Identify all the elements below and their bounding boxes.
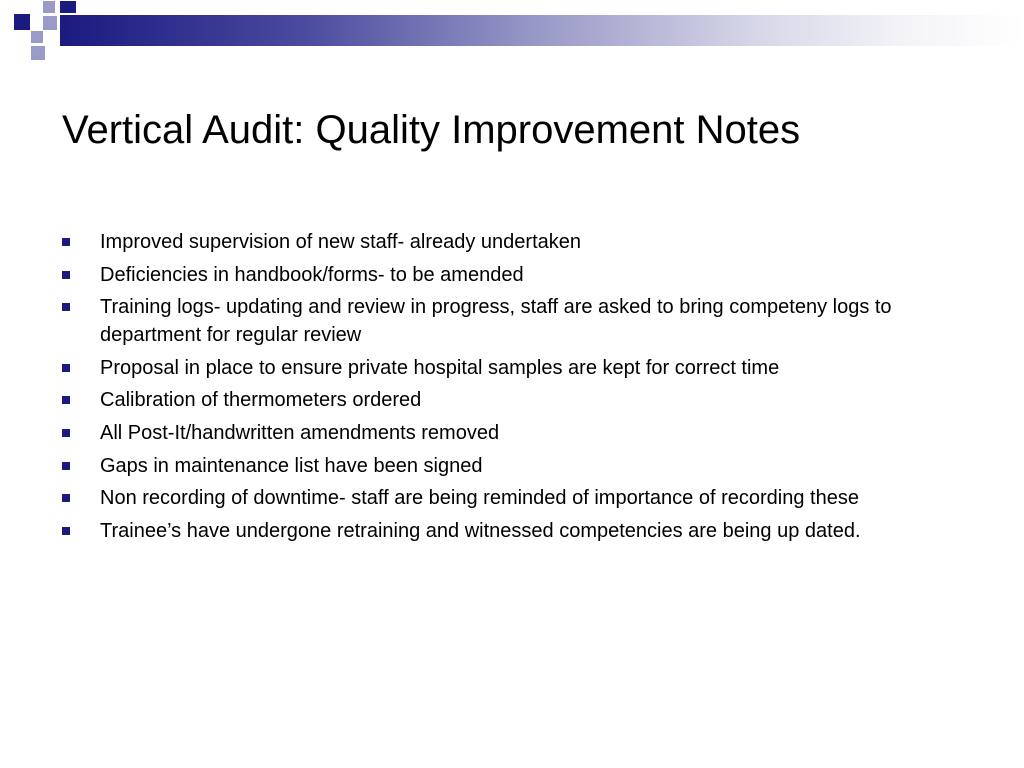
decorative-square <box>43 1 55 13</box>
square-bullet-icon <box>62 494 70 502</box>
decorative-square <box>43 16 57 30</box>
square-bullet-icon <box>62 396 70 404</box>
bullet-item <box>62 484 942 512</box>
bullet-item <box>62 419 942 447</box>
bullet-item <box>62 293 942 349</box>
slide-title: Vertical Audit: Quality Improvement Notes <box>62 108 801 152</box>
bullet-text: Training logs- updating and review in progress, staff are asked to bring competeny logs to department for regular review <box>100 296 892 347</box>
bullet-item <box>62 386 942 414</box>
bullet-text: Proposal in place to ensure private hospital samples are kept for correct time <box>100 356 780 379</box>
square-bullet-icon <box>62 527 70 535</box>
header-gradient-bar <box>60 15 1024 46</box>
bullet-item <box>62 354 942 382</box>
bullet-text: Deficiencies in handbook/forms- to be amended <box>100 263 524 286</box>
decorative-square <box>60 1 76 13</box>
bullet-text: Improved supervision of new staff- already undertaken <box>100 231 582 253</box>
square-bullet-icon <box>62 364 70 372</box>
bullet-text: Trainee’s have undergone retraining and witnessed competencies are being up dated. <box>100 519 861 542</box>
square-bullet-icon <box>62 271 70 279</box>
bullet-text: Gaps in maintenance list have been signed <box>100 454 483 477</box>
bullet-item <box>62 261 942 289</box>
bullet-text: Non recording of downtime- staff are being reminded of importance of recording these <box>100 487 859 510</box>
bullet-text: All Post-It/handwritten amendments removed <box>100 421 500 444</box>
decorative-square <box>14 14 30 30</box>
square-bullet-icon <box>62 303 70 311</box>
decorative-square <box>31 31 43 43</box>
bullet-text: Calibration of thermometers ordered <box>100 389 422 412</box>
bullet-item <box>62 517 942 545</box>
bullet-list <box>62 228 942 549</box>
square-bullet-icon <box>62 462 70 470</box>
square-bullet-icon <box>62 238 70 246</box>
square-bullet-icon <box>62 429 70 437</box>
bullet-item <box>62 452 942 480</box>
decorative-square <box>31 46 45 60</box>
bullet-item <box>62 228 942 256</box>
